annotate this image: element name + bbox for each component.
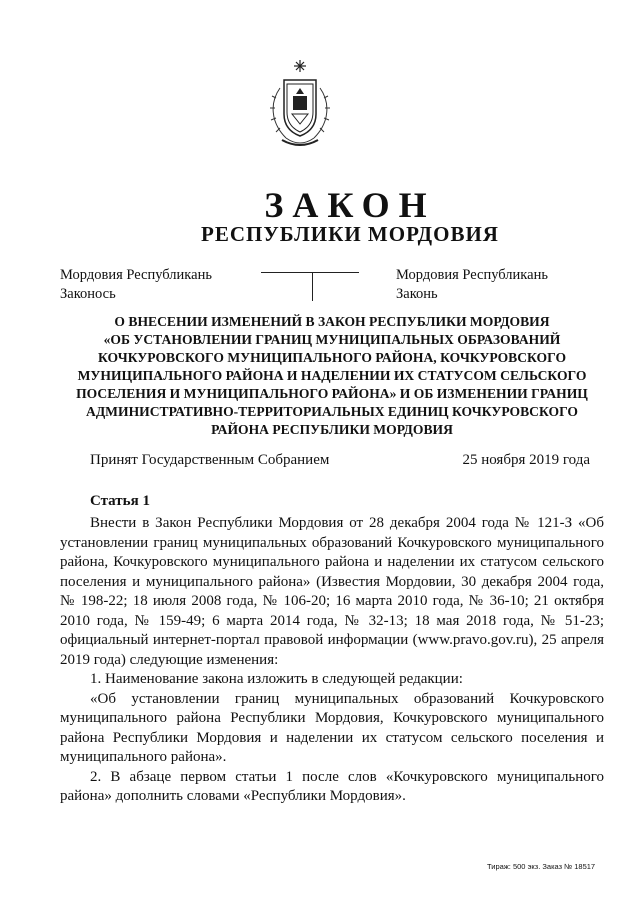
article-item-2 (60, 768, 604, 807)
adopted-date: 25 ноября 2019 года (462, 452, 590, 468)
law-title-line: АДМИНИСТРАТИВНО-ТЕРРИТОРИАЛЬНЫХ ЕДИНИЦ КОЧКУРОВСКОГО (86, 404, 578, 419)
item-text: Наименование закона изложить в следующей редакции: (105, 671, 463, 687)
coat-of-arms-icon (266, 58, 334, 150)
left-block-line-1: Мордовия Республикань (60, 267, 212, 283)
adopted-by: Принят Государственным Собранием (90, 452, 330, 468)
document-title: ЗАКОН (264, 185, 436, 225)
law-title-line: КОЧКУРОВСКОГО МУНИЦИПАЛЬНОГО РАЙОНА, КОЧКУРОВСКОГО (97, 350, 567, 365)
number-divider (312, 273, 313, 301)
left-block-line-2: Законось (60, 286, 116, 302)
print-info: Тираж: 500 экз. Заказ № 18517 (487, 862, 596, 871)
article-item-1 (60, 670, 604, 690)
law-title-line: «ОБ УСТАНОВЛЕНИИ ГРАНИЦ МУНИЦИПАЛЬНЫХ ОБРАЗОВАНИЙ (103, 332, 561, 347)
law-title-line: О ВНЕСЕНИИ ИЗМЕНЕНИЙ В ЗАКОН РЕСПУБЛИКИ МОРДОВИЯ (114, 314, 550, 329)
law-title-line: РАЙОНА РЕСПУБЛИКИ МОРДОВИЯ (211, 422, 453, 437)
right-block-line-2: Законь (396, 286, 438, 302)
article-intro: Внести в Закон Республики Мордовия от 28 декабря 2004 года № 121-З «Об установлении границ муниципальных образований Кочкуровского муниципального района, Кочкуровского муниципального района и наделении их статусом сельского поселения и муниципального района» (Известия Мордовии, 30 декабря 2004 года, № 198-22; 18 июля 2008 года, № 106-20; 16 марта 2010 года, № 36-10; 21 октября 2010 года, № 159-49; 6 марта 2014 года, № 32-13; 18 мая 2018 года, № 51-23; официальный интернет-портал правовой информации (www.pravo.gov.ru), 25 апреля 2019 года) следующие изменения: (60, 515, 604, 668)
right-block-line-1: Мордовия Республикань (396, 267, 548, 283)
article-heading: Статья 1 (90, 493, 150, 509)
item-number: 2. (90, 768, 102, 785)
number-line (261, 272, 359, 273)
left-language-block (60, 266, 212, 304)
item-number: 1. (90, 671, 102, 687)
law-title (60, 313, 604, 439)
law-title-line: ПОСЕЛЕНИЯ И МУНИЦИПАЛЬНОГО РАЙОНА» И ОБ ИЗМЕНЕНИИ ГРАНИЦ (76, 386, 588, 401)
law-title-line: МУНИЦИПАЛЬНОГО РАЙОНА И НАДЕЛЕНИИ ИХ СТАТУСОМ СЕЛЬСКОГО (77, 368, 587, 383)
article-item-1-quote: «Об установлении границ муниципальных образований Кочкуровского муниципального района Республики Мордовия, Кочкуровского муниципального района Республики Мордовия и наделении их статусом сельского поселения и муниципального района». (60, 690, 604, 765)
right-language-block (396, 266, 548, 304)
document-subtitle: РЕСПУБЛИКИ МОРДОВИЯ (201, 222, 499, 246)
article-body (60, 514, 604, 807)
item-text: В абзаце первом статьи 1 после слов «Кочкуровского муниципального района» дополнить словами «Республики Мордовия». (60, 768, 605, 804)
